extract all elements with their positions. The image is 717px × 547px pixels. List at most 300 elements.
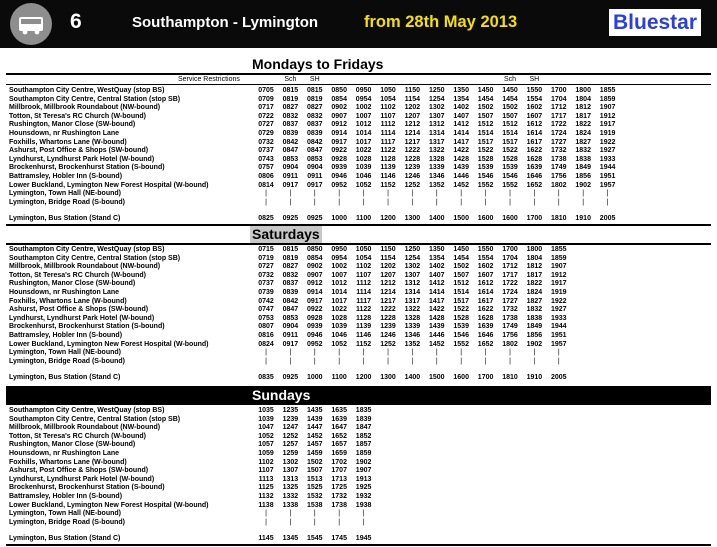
time-cell: 1855 — [551, 246, 567, 253]
time-cell: 1447 — [307, 424, 323, 432]
stop-name: Hounsdown, nr Rushington Lane — [9, 288, 120, 296]
stop-name: Southampton City Centre, Central Station (stop SB) — [9, 415, 181, 423]
time-cell: 1450 — [502, 87, 518, 94]
stop-name: Southampton City Centre, Central Station (stop SB) — [9, 254, 181, 262]
time-cell: 1522 — [502, 147, 518, 155]
time-cell: 1607 — [526, 112, 543, 120]
time-cell: 1817 — [526, 271, 543, 279]
time-cell: 1517 — [477, 138, 494, 146]
time-cell: 1925 — [355, 484, 372, 492]
time-cell: 0907 — [331, 112, 347, 120]
time-cell: 0815 — [282, 87, 299, 94]
stop-name: Brockenhurst, Brockenhurst Station (S-bound) — [9, 164, 165, 172]
time-cell: 1414 — [453, 129, 469, 137]
time-cell: | — [582, 190, 585, 198]
time-cell: 1824 — [575, 129, 591, 137]
time-cell: 1700 — [477, 374, 494, 382]
time-cell: 1902 — [355, 458, 372, 466]
time-cell: 0954 — [355, 95, 372, 103]
time-cell: | — [435, 190, 438, 198]
time-cell: | — [289, 349, 292, 357]
time-cell: 0952 — [331, 181, 347, 189]
time-cell: 1259 — [282, 449, 299, 457]
time-cell: 1550 — [526, 87, 543, 94]
time-cell: 1345 — [282, 535, 299, 543]
stop-name: Lymington, Bridge Road (S-bound) — [9, 198, 126, 206]
time-cell: 0850 — [331, 87, 347, 94]
time-cell: 1552 — [453, 340, 469, 348]
time-cell: 1302 — [429, 104, 445, 112]
time-cell: 1338 — [282, 501, 299, 509]
time-cell: 0709 — [258, 95, 274, 103]
time-cell: 1839 — [355, 415, 372, 423]
time-cell: 1517 — [453, 297, 469, 305]
time-cell: 1307 — [404, 271, 421, 279]
time-cell: 0939 — [331, 164, 347, 172]
time-cell: 1346 — [429, 172, 445, 180]
time-cell: 1014 — [355, 129, 372, 137]
time-cell: 1852 — [355, 432, 372, 440]
time-cell: | — [313, 518, 316, 526]
time-cell: 1652 — [331, 432, 347, 440]
time-cell: 1919 — [551, 288, 567, 296]
time-cell: 2005 — [551, 374, 567, 382]
stop-name: Millbrook, Millbrook Roundabout (NW-bound) — [9, 104, 161, 112]
time-cell: | — [265, 349, 267, 357]
time-cell: 1113 — [258, 475, 274, 483]
time-cell: | — [533, 198, 536, 206]
time-cell: 1145 — [258, 535, 274, 543]
time-cell: 1822 — [575, 121, 591, 129]
time-cell: 1152 — [380, 181, 396, 189]
time-cell: 0842 — [307, 138, 323, 146]
time-cell: 1800 — [575, 87, 591, 94]
time-cell: 0950 — [331, 246, 347, 253]
time-cell: 0827 — [282, 104, 299, 112]
stop-name: Hounsdown, nr Rushington Lane — [9, 129, 120, 137]
stop-name: Lymington, Bus Station (Stand C) — [9, 374, 121, 382]
time-cell: 1414 — [429, 288, 445, 296]
time-cell: 0705 — [258, 87, 274, 94]
time-cell: 0715 — [258, 246, 274, 253]
time-cell: 0743 — [258, 155, 274, 163]
time-cell: 1307 — [282, 467, 299, 475]
time-cell: 1252 — [404, 181, 421, 189]
time-cell: 1857 — [355, 441, 372, 449]
time-cell: 1910 — [575, 215, 591, 223]
time-cell: 0807 — [258, 323, 274, 331]
time-cell: | — [460, 349, 463, 357]
time-cell: 0832 — [282, 271, 299, 279]
time-cell: 1317 — [429, 138, 445, 146]
time-cell: 1039 — [258, 415, 274, 423]
time-cell: 1222 — [380, 306, 396, 314]
time-cell: 1002 — [355, 104, 372, 112]
time-cell: 1212 — [380, 280, 396, 288]
time-cell: 1554 — [477, 254, 494, 262]
time-cell: | — [460, 190, 463, 198]
time-cell: 1919 — [599, 129, 616, 137]
time-cell: 1332 — [282, 492, 299, 500]
time-cell: 0925 — [282, 215, 299, 223]
time-cell: 1514 — [477, 129, 494, 137]
time-cell: 1749 — [502, 323, 518, 331]
time-cell: 1512 — [453, 280, 469, 288]
time-cell: 1428 — [453, 155, 469, 163]
time-cell: 1128 — [356, 314, 372, 322]
time-cell: 1727 — [551, 138, 567, 146]
time-cell: 1412 — [429, 280, 445, 288]
time-cell: 1617 — [526, 138, 543, 146]
time-cell: 0853 — [282, 155, 299, 163]
time-cell: 1713 — [331, 475, 347, 483]
time-cell: 1047 — [258, 424, 274, 432]
time-cell: 1732 — [502, 306, 518, 314]
time-cell: | — [289, 198, 292, 206]
time-cell: 1810 — [551, 215, 567, 223]
time-cell: 1039 — [331, 323, 347, 331]
time-cell: 1545 — [307, 535, 323, 543]
time-cell: | — [289, 518, 292, 526]
time-cell: 1154 — [404, 95, 420, 103]
time-cell: 1007 — [355, 112, 372, 120]
time-cell: 1951 — [599, 172, 616, 180]
time-cell: 1312 — [429, 121, 445, 129]
divider — [6, 84, 711, 85]
time-cell: | — [387, 198, 389, 206]
stop-name: Rushington, Manor Close (SW-bound) — [9, 441, 136, 449]
time-cell: 0952 — [307, 340, 323, 348]
time-cell: 1600 — [477, 215, 494, 223]
time-cell: 0853 — [282, 314, 299, 322]
time-cell: 1400 — [404, 374, 421, 382]
time-cell: 1450 — [477, 87, 494, 94]
time-cell: 1257 — [282, 441, 299, 449]
time-cell: 1804 — [575, 95, 591, 103]
stop-name: Lyndhurst, Lyndhurst Park Hotel (W-bound) — [9, 155, 155, 163]
time-cell: 1046 — [355, 172, 372, 180]
time-cell: 1054 — [380, 95, 396, 103]
time-cell: | — [606, 190, 609, 198]
time-cell: 1927 — [551, 306, 567, 314]
time-cell: 1951 — [551, 331, 567, 339]
time-cell: 1352 — [404, 340, 421, 348]
time-cell: | — [435, 357, 438, 365]
time-cell: 1417 — [453, 138, 469, 146]
time-cell: | — [484, 357, 487, 365]
time-cell: 1250 — [429, 87, 445, 94]
time-cell: 1849 — [575, 164, 591, 172]
time-cell: 1912 — [599, 112, 616, 120]
time-cell: 2005 — [599, 215, 616, 223]
time-cell: | — [411, 349, 414, 357]
time-cell: 1602 — [477, 263, 494, 271]
time-cell: 1439 — [307, 415, 323, 423]
time-cell: 0854 — [307, 254, 323, 262]
time-cell: 1252 — [380, 340, 396, 348]
time-cell: 1922 — [599, 138, 616, 146]
time-cell: 1102 — [380, 104, 396, 112]
stop-name: Millbrook, Millbrook Roundabout (NW-bound) — [9, 424, 161, 432]
time-cell: 1402 — [429, 263, 445, 271]
time-cell: 0837 — [307, 121, 323, 129]
time-cell: 1827 — [526, 297, 543, 305]
divider — [6, 224, 711, 226]
time-cell: 1507 — [453, 271, 469, 279]
time-cell: 1528 — [502, 155, 518, 163]
time-cell: | — [338, 349, 341, 357]
time-cell: 1346 — [404, 331, 421, 339]
time-cell: 1012 — [355, 121, 372, 129]
table-row — [6, 374, 711, 383]
stop-name: Lymington, Bridge Road (S-bound) — [9, 357, 126, 365]
time-cell: 1325 — [282, 484, 299, 492]
time-cell: 1354 — [429, 254, 445, 262]
time-cell: 0732 — [258, 271, 274, 279]
time-cell: | — [509, 190, 511, 198]
time-cell: 1439 — [429, 323, 445, 331]
time-cell: 0911 — [282, 172, 298, 180]
divider — [6, 544, 711, 546]
time-cell: 1607 — [477, 271, 494, 279]
time-cell: 1322 — [404, 306, 421, 314]
time-cell: 1207 — [404, 112, 421, 120]
time-cell: 1502 — [307, 458, 323, 466]
time-cell: 1235 — [282, 407, 299, 414]
table-row — [6, 519, 711, 528]
time-cell: 1022 — [355, 147, 372, 155]
time-cell: 1402 — [453, 104, 469, 112]
time-cell: 0950 — [355, 87, 372, 94]
time-cell: 1254 — [404, 254, 421, 262]
time-cell: | — [411, 198, 414, 206]
time-cell: 1907 — [599, 104, 616, 112]
time-cell: | — [338, 510, 341, 518]
time-cell: 1600 — [502, 215, 518, 223]
time-cell: 1657 — [331, 441, 347, 449]
time-cell: | — [582, 198, 585, 206]
stop-name: Lymington, Bus Station (Stand C) — [9, 535, 121, 543]
time-cell: 1514 — [502, 129, 518, 137]
time-cell: 1938 — [355, 501, 372, 509]
time-cell: 1856 — [575, 172, 591, 180]
time-cell: 1802 — [502, 340, 518, 348]
time-cell: 1912 — [551, 271, 567, 279]
time-cell: 1146 — [380, 172, 396, 180]
stop-name: Rushington, Manor Close (SW-bound) — [9, 280, 136, 288]
time-cell: 0925 — [282, 374, 299, 382]
time-cell: 1500 — [429, 374, 445, 382]
time-cell: 0832 — [307, 112, 323, 120]
time-cell: 0739 — [258, 288, 274, 296]
time-cell: | — [557, 349, 560, 357]
time-cell: 1550 — [477, 246, 494, 253]
stop-name: Southampton City Centre, WestQuay (stop BS) — [9, 246, 165, 253]
time-cell: 1052 — [331, 340, 347, 348]
time-cell: | — [265, 510, 267, 518]
time-cell: 1552 — [502, 181, 518, 189]
time-cell: 0747 — [258, 306, 274, 314]
time-cell: 1738 — [551, 155, 567, 163]
time-cell: 1602 — [526, 104, 543, 112]
time-cell: 0832 — [282, 112, 299, 120]
stop-name: Battramsley, Hobler Inn (S-bound) — [9, 172, 123, 180]
time-cell: 1612 — [526, 121, 543, 129]
time-cell: 1717 — [502, 271, 518, 279]
time-cell: 0911 — [307, 172, 323, 180]
time-cell: 0839 — [282, 129, 299, 137]
time-cell: 0737 — [258, 147, 274, 155]
stop-name: Battramsley, Hobler Inn (S-bound) — [9, 331, 123, 339]
time-cell: 0819 — [307, 95, 323, 103]
time-cell: 1228 — [380, 314, 396, 322]
time-cell: 1832 — [575, 147, 591, 155]
time-cell: 1112 — [356, 280, 371, 288]
time-cell: 0837 — [282, 280, 299, 288]
time-cell: | — [460, 357, 463, 365]
time-cell: 0922 — [331, 147, 347, 155]
time-cell: 1454 — [477, 95, 494, 103]
time-cell: 1000 — [307, 374, 323, 382]
time-cell: 1246 — [404, 172, 421, 180]
time-cell: 1538 — [307, 501, 323, 509]
time-cell: 1945 — [355, 535, 372, 543]
time-cell: 1817 — [575, 112, 591, 120]
time-cell: 1502 — [453, 263, 469, 271]
time-cell: 0757 — [258, 164, 274, 172]
time-cell: | — [387, 357, 389, 365]
time-cell: 1738 — [331, 501, 347, 509]
time-cell: 1046 — [331, 331, 347, 339]
time-cell: 1022 — [331, 306, 347, 314]
restriction-code: Sch — [284, 76, 297, 83]
time-cell: 1339 — [404, 323, 421, 331]
time-cell: 0839 — [282, 288, 299, 296]
time-cell: 1302 — [282, 458, 299, 466]
time-cell: 0815 — [307, 87, 323, 94]
time-cell: 1522 — [453, 306, 469, 314]
time-cell: 1502 — [477, 104, 494, 112]
time-cell: 1146 — [356, 331, 372, 339]
stop-name: Lyndhurst, Lyndhurst Park Hotel (W-bound) — [9, 314, 155, 322]
time-cell: | — [557, 198, 560, 206]
time-cell: 1138 — [258, 501, 274, 509]
time-cell: 0835 — [258, 374, 274, 382]
time-cell: 1317 — [404, 297, 421, 305]
time-cell: | — [265, 190, 267, 198]
time-cell: 1546 — [453, 331, 469, 339]
time-cell: | — [606, 198, 609, 206]
time-cell: 1617 — [477, 297, 494, 305]
time-cell: 0917 — [282, 340, 299, 348]
time-cell: 1202 — [380, 263, 396, 271]
time-cell: 1933 — [599, 155, 616, 163]
time-cell: 1122 — [380, 147, 396, 155]
time-cell: 0847 — [282, 147, 299, 155]
time-cell: 1832 — [526, 306, 543, 314]
bus-icon — [10, 3, 52, 45]
time-cell: 1314 — [404, 288, 421, 296]
time-cell: 0827 — [307, 104, 323, 112]
time-cell: 1125 — [258, 484, 274, 492]
stop-name: Southampton City Centre, WestQuay (stop BS) — [9, 407, 165, 414]
time-cell: 1407 — [429, 271, 445, 279]
time-cell: 1154 — [380, 254, 396, 262]
time-cell: 0904 — [307, 164, 323, 172]
time-cell: 1824 — [526, 288, 543, 296]
time-cell: 1514 — [453, 288, 469, 296]
time-cell: 1659 — [331, 449, 347, 457]
time-cell: 1600 — [453, 374, 469, 382]
time-cell: 1150 — [404, 87, 420, 94]
time-cell: | — [362, 198, 365, 206]
time-cell: 1322 — [429, 147, 445, 155]
time-cell: 0907 — [307, 271, 323, 279]
time-cell: 1700 — [551, 87, 567, 94]
time-cell: 1704 — [551, 95, 567, 103]
time-cell: 1552 — [477, 181, 494, 189]
time-cell: | — [362, 349, 365, 357]
time-cell: 1707 — [331, 467, 347, 475]
stop-name: Lymington, Town Hall (NE-bound) — [9, 510, 121, 518]
time-cell: 1704 — [502, 254, 518, 262]
restriction-code: SH — [529, 76, 540, 83]
time-cell: 1239 — [404, 164, 421, 172]
time-cell: 1724 — [551, 129, 567, 137]
time-cell: 1139 — [356, 323, 372, 331]
time-cell: 1927 — [599, 147, 616, 155]
time-cell: | — [338, 190, 341, 198]
time-cell: 1913 — [355, 475, 372, 483]
time-cell: 1446 — [429, 331, 445, 339]
time-cell: 0954 — [331, 254, 347, 262]
time-cell: 1822 — [526, 280, 543, 288]
time-cell: | — [387, 190, 389, 198]
time-cell: | — [557, 190, 560, 198]
stop-name: Totton, St Teresa's RC Church (W-bound) — [9, 271, 146, 279]
time-cell: 1859 — [355, 449, 372, 457]
time-cell: 1054 — [355, 254, 372, 262]
time-cell: 1532 — [307, 492, 323, 500]
time-cell: 1454 — [502, 95, 518, 103]
time-cell: 1350 — [429, 246, 445, 253]
time-cell: | — [509, 357, 511, 365]
time-cell: 1400 — [429, 215, 445, 223]
restriction-code: Sch — [503, 76, 517, 83]
time-cell: 1827 — [575, 138, 591, 146]
time-cell: | — [338, 198, 341, 206]
time-cell: 1107 — [380, 112, 396, 120]
time-cell: 1100 — [331, 374, 347, 382]
time-cell: 1217 — [404, 138, 421, 146]
time-cell: | — [338, 518, 341, 526]
time-cell: 1727 — [502, 297, 518, 305]
restriction-code: SH — [309, 76, 320, 83]
time-cell: | — [460, 198, 463, 206]
time-cell: 1725 — [331, 484, 347, 492]
time-cell: 1712 — [551, 104, 567, 112]
table-row — [6, 199, 711, 208]
time-cell: 1749 — [551, 164, 567, 172]
time-cell: 0902 — [331, 104, 347, 112]
time-cell: | — [265, 198, 267, 206]
time-cell: | — [313, 190, 316, 198]
time-cell: 1012 — [331, 280, 347, 288]
time-cell: 1910 — [526, 374, 543, 382]
time-cell: 0904 — [282, 164, 299, 172]
time-cell: 1700 — [526, 215, 543, 223]
time-cell: 0847 — [282, 306, 299, 314]
